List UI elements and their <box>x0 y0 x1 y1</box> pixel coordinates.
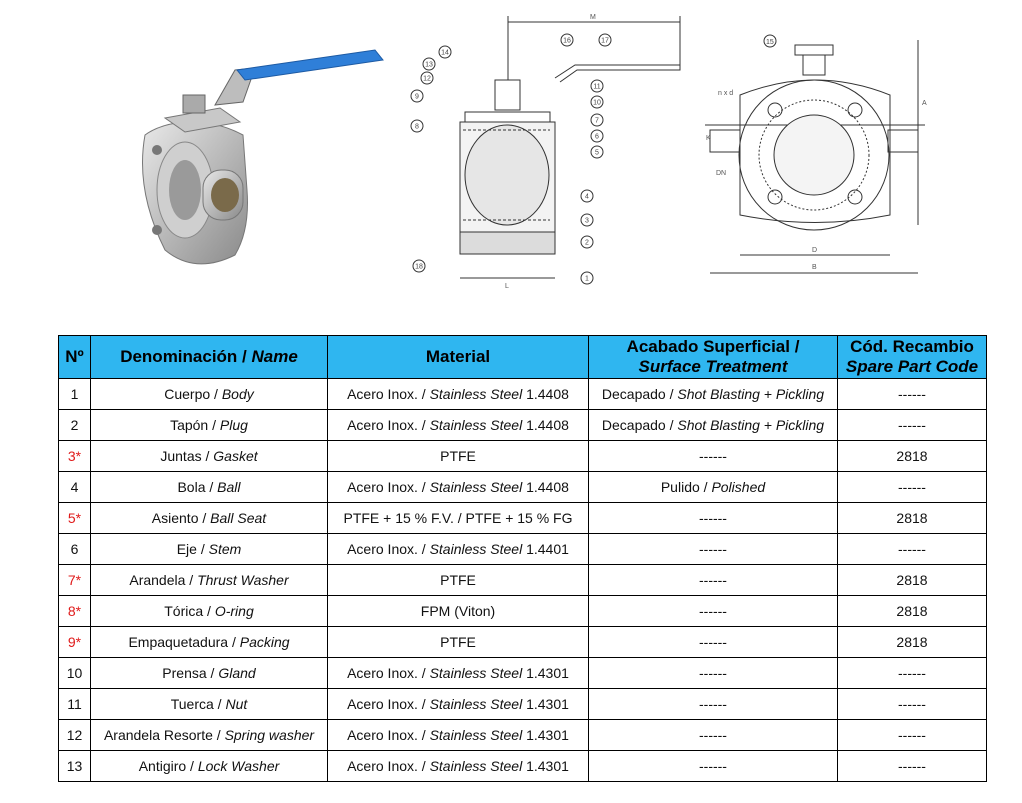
callout-8: 8 <box>415 123 419 131</box>
cell-spare-code: ------ <box>838 720 987 751</box>
table-row <box>59 596 987 627</box>
dim-b: B <box>812 264 817 271</box>
section-drawing <box>405 10 705 295</box>
cell-material: Acero Inox. / Stainless Steel 1.4408 <box>328 472 589 503</box>
cell-material: PTFE <box>328 565 589 596</box>
cell-spare-code: 2818 <box>838 565 987 596</box>
table-row <box>59 627 987 658</box>
cell-spare-code: ------ <box>838 410 987 441</box>
callout-14: 14 <box>441 49 449 57</box>
cell-no: 9* <box>59 627 91 658</box>
table-row <box>59 534 987 565</box>
cell-spare-code: ------ <box>838 472 987 503</box>
cell-spare-code: 2818 <box>838 441 987 472</box>
callout-12: 12 <box>423 75 431 83</box>
callout-16: 16 <box>563 37 571 45</box>
cell-spare-code: ------ <box>838 534 987 565</box>
cell-name: Asiento / Ball Seat <box>91 503 328 534</box>
cell-spare-code: 2818 <box>838 596 987 627</box>
cell-no: 1 <box>59 379 91 410</box>
table-row <box>59 658 987 689</box>
cell-surface-treatment: Decapado / Shot Blasting + Pickling <box>589 379 838 410</box>
cell-material: PTFE <box>328 627 589 658</box>
callout-5: 5 <box>595 149 599 157</box>
callout-13: 13 <box>425 61 433 69</box>
cell-surface-treatment: Pulido / Polished <box>589 472 838 503</box>
callout-3: 3 <box>585 217 589 225</box>
table-row <box>59 565 987 596</box>
cell-surface-treatment: ------ <box>589 751 838 782</box>
cell-surface-treatment: ------ <box>589 689 838 720</box>
header-no: Nº <box>59 336 91 379</box>
cell-material: Acero Inox. / Stainless Steel 1.4408 <box>328 410 589 441</box>
table-row <box>59 751 987 782</box>
cell-material: Acero Inox. / Stainless Steel 1.4301 <box>328 689 589 720</box>
cell-spare-code: ------ <box>838 658 987 689</box>
cell-name: Arandela / Thrust Washer <box>91 565 328 596</box>
callout-2: 2 <box>585 239 589 247</box>
cell-name: Antigiro / Lock Washer <box>91 751 328 782</box>
cell-spare-code: 2818 <box>838 627 987 658</box>
cell-surface-treatment: ------ <box>589 720 838 751</box>
cell-surface-treatment: ------ <box>589 658 838 689</box>
cell-material: Acero Inox. / Stainless Steel 1.4408 <box>328 379 589 410</box>
callout-17: 17 <box>601 37 609 45</box>
table-row <box>59 472 987 503</box>
dim-d: D <box>812 247 818 254</box>
cell-name: Prensa / Gland <box>91 658 328 689</box>
table-row <box>59 720 987 751</box>
cell-no: 8* <box>59 596 91 627</box>
cell-material: PTFE <box>328 441 589 472</box>
table-row <box>59 503 987 534</box>
cell-name: Cuerpo / Body <box>91 379 328 410</box>
cell-material: Acero Inox. / Stainless Steel 1.4401 <box>328 534 589 565</box>
cell-no: 4 <box>59 472 91 503</box>
parts-table <box>58 335 987 782</box>
cell-no: 5* <box>59 503 91 534</box>
callout-7: 7 <box>595 117 599 125</box>
cell-spare-code: ------ <box>838 751 987 782</box>
cell-no: 11 <box>59 689 91 720</box>
cell-surface-treatment: ------ <box>589 503 838 534</box>
table-row <box>59 689 987 720</box>
cell-no: 6 <box>59 534 91 565</box>
dim-a: A <box>922 100 927 107</box>
callout-10: 10 <box>593 99 601 107</box>
cell-material: FPM (Viton) <box>328 596 589 627</box>
callout-9: 9 <box>415 93 419 101</box>
cell-material: Acero Inox. / Stainless Steel 1.4301 <box>328 658 589 689</box>
cell-material: Acero Inox. / Stainless Steel 1.4301 <box>328 720 589 751</box>
table-header-row <box>59 336 987 379</box>
dim-nxd: n x d <box>718 90 734 97</box>
valve-product-photo <box>125 40 395 280</box>
dim-dn: DN <box>716 170 727 177</box>
dim-m: M <box>590 14 596 21</box>
callout-11: 11 <box>593 83 601 91</box>
header-name: Denominación / Name <box>91 336 328 379</box>
front-view-drawing <box>700 25 930 285</box>
cell-name: Arandela Resorte / Spring washer <box>91 720 328 751</box>
table-row <box>59 441 987 472</box>
cell-no: 3* <box>59 441 91 472</box>
cell-surface-treatment: ------ <box>589 565 838 596</box>
cell-material: Acero Inox. / Stainless Steel 1.4301 <box>328 751 589 782</box>
callout-6: 6 <box>595 133 599 141</box>
cell-no: 7* <box>59 565 91 596</box>
table-row <box>59 379 987 410</box>
cell-spare-code: ------ <box>838 379 987 410</box>
header-surface-treatment: Acabado Superficial / Surface Treatment <box>589 336 838 379</box>
cell-name: Tuerca / Nut <box>91 689 328 720</box>
dim-k: K <box>706 135 711 142</box>
callout-1: 1 <box>585 275 589 283</box>
cell-surface-treatment: ------ <box>589 441 838 472</box>
cell-spare-code: ------ <box>838 689 987 720</box>
figures-area <box>0 0 1022 300</box>
cell-name: Tapón / Plug <box>91 410 328 441</box>
cell-no: 2 <box>59 410 91 441</box>
cell-no: 10 <box>59 658 91 689</box>
cell-surface-treatment: Decapado / Shot Blasting + Pickling <box>589 410 838 441</box>
dim-l: L <box>505 283 509 290</box>
cell-spare-code: 2818 <box>838 503 987 534</box>
callout-4: 4 <box>585 193 589 201</box>
cell-surface-treatment: ------ <box>589 596 838 627</box>
cell-no: 13 <box>59 751 91 782</box>
cell-name: Eje / Stem <box>91 534 328 565</box>
cell-name: Bola / Ball <box>91 472 328 503</box>
cell-surface-treatment: ------ <box>589 627 838 658</box>
header-spare-part-code: Cód. Recambio Spare Part Code <box>838 336 987 379</box>
callout-18: 18 <box>415 263 423 271</box>
cell-no: 12 <box>59 720 91 751</box>
callout-15: 15 <box>766 39 774 46</box>
table-row <box>59 410 987 441</box>
cell-name: Empaquetadura / Packing <box>91 627 328 658</box>
cell-material: PTFE + 15 % F.V. / PTFE + 15 % FG <box>328 503 589 534</box>
header-material: Material <box>328 336 589 379</box>
cell-surface-treatment: ------ <box>589 534 838 565</box>
cell-name: Juntas / Gasket <box>91 441 328 472</box>
cell-name: Tórica / O-ring <box>91 596 328 627</box>
